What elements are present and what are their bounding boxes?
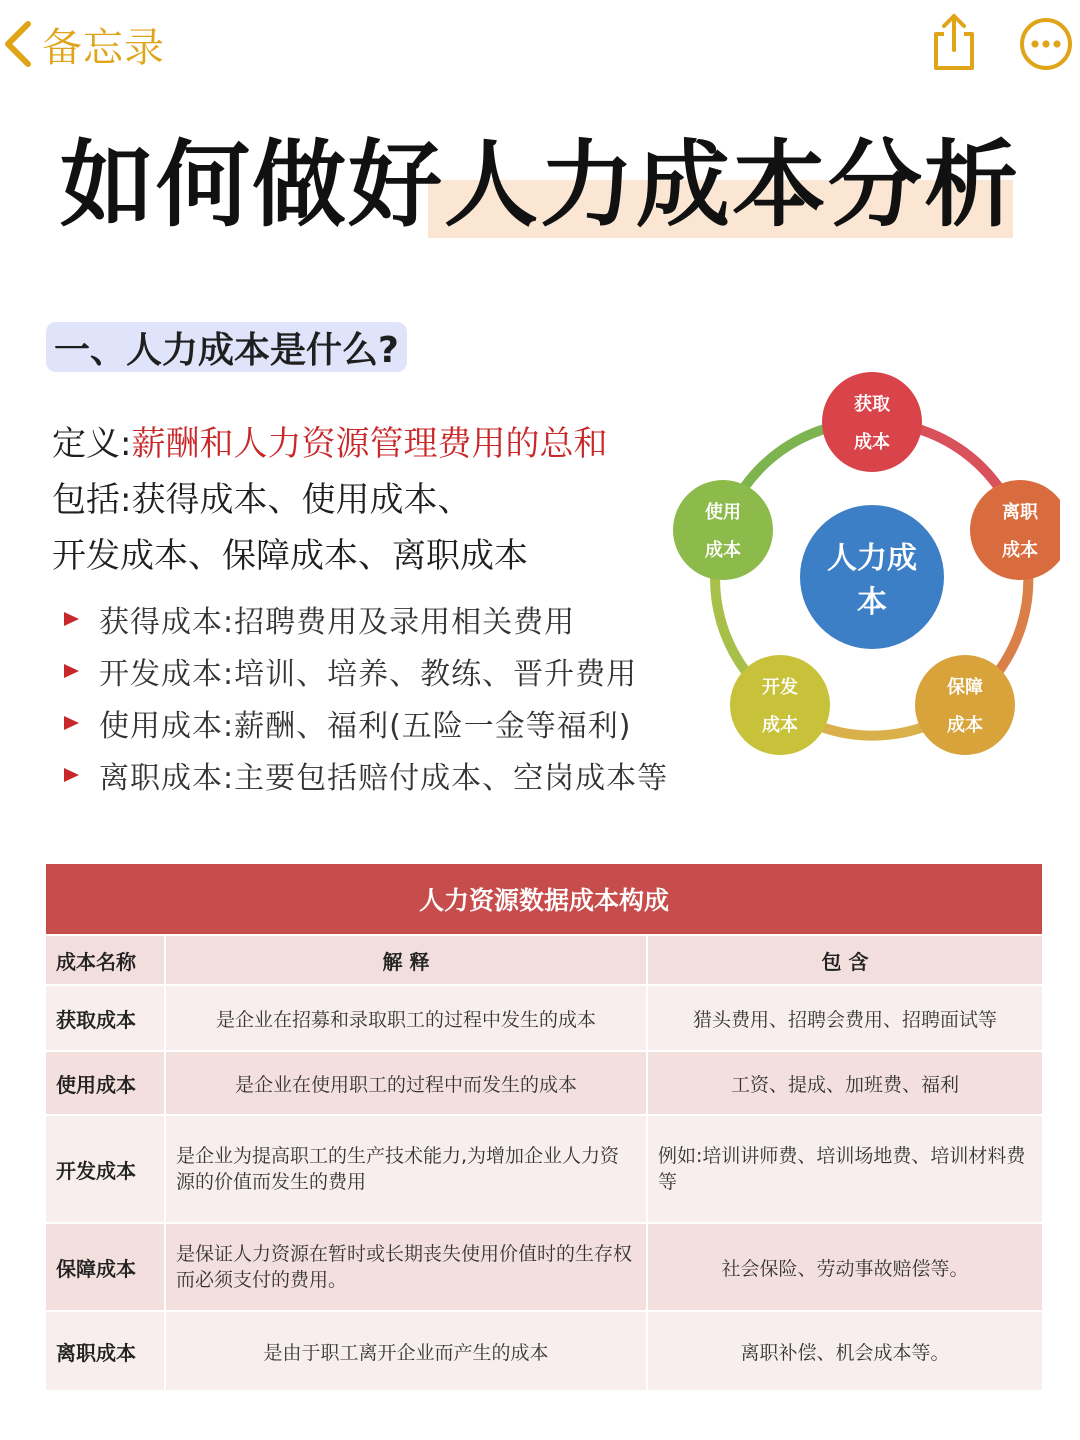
back-label: 备忘录 [42,24,165,71]
row-desc: 是保证人力资源在暂时或长期丧失使用价值时的生存权而必须支付的费用。 [165,1223,647,1311]
svg-text:获取: 获取 [854,394,890,415]
cost-cycle-diagram [670,372,1060,782]
definition-line [52,416,607,465]
section-heading [46,322,407,372]
row-includes: 离职补偿、机会成本等。 [647,1311,1043,1391]
svg-text:使用: 使用 [705,502,741,523]
svg-text:成本: 成本 [947,715,983,736]
table-row [45,985,1043,1051]
section-title: 一、人力成本是什么? [54,329,399,371]
back-button[interactable] [0,14,165,74]
svg-text:保障: 保障 [947,677,983,698]
row-name: 使用成本 [45,1051,165,1115]
cost-structure-table [44,862,1044,1392]
cycle-node-leave [970,480,1060,580]
row-includes: 工资、提成、加班费、福利 [647,1051,1043,1115]
cycle-node-develop [730,655,830,755]
table-header-row [45,935,1043,985]
svg-text:成本: 成本 [854,432,890,453]
definition-label: 定义: [52,424,132,464]
table-row [45,1311,1043,1391]
table-caption: 人力资源数据成本构成 [45,863,1043,935]
center-circle [800,505,944,649]
cycle-node-use [673,480,773,580]
arrow-bullet-icon [64,664,79,678]
table-row [45,1115,1043,1223]
share-icon [926,10,982,74]
svg-text:开发: 开发 [762,677,798,698]
more-icon [1018,16,1074,72]
svg-text:成本: 成本 [1002,540,1038,561]
list-item [58,752,738,798]
include-line-1: 包括:获得成本、使用成本、 [52,480,472,520]
center-label-line2: 本 [857,585,887,620]
bullet-text: 开发成本:培训、培养、教练、晋升费用 [99,657,638,692]
row-name: 开发成本 [45,1115,165,1223]
definition-value: 薪酬和人力资源管理费用的总和 [131,424,608,464]
list-item [58,596,738,642]
arrow-bullet-icon [64,716,79,730]
cycle-node-security [915,655,1015,755]
include-line-2: 开发成本、保障成本、离职成本 [52,536,528,576]
row-includes: 社会保险、劳动事故赔偿等。 [647,1223,1043,1311]
bullet-text: 获得成本:招聘费用及录用相关费用 [99,605,576,640]
row-name: 离职成本 [45,1311,165,1391]
arrow-bullet-icon [64,612,79,626]
row-desc: 是由于职工离开企业而产生的成本 [165,1311,647,1391]
row-includes: 猎头费用、招聘会费用、招聘面试等 [647,985,1043,1051]
table-caption-row [45,863,1043,935]
row-desc: 是企业在招募和录取职工的过程中发生的成本 [165,985,647,1051]
svg-text:离职: 离职 [1002,502,1038,523]
list-item [58,648,738,694]
share-button[interactable] [926,10,982,74]
page-title: 如何做好人力成本分析 [59,131,1020,240]
row-name: 获取成本 [45,985,165,1051]
table-row [45,1051,1043,1115]
cycle-node-acquire [822,372,922,472]
column-header-includes: 包 含 [647,935,1043,985]
svg-text:成本: 成本 [762,715,798,736]
more-button[interactable] [1018,16,1074,72]
row-name: 保障成本 [45,1223,165,1311]
list-item [58,700,738,746]
bullet-text: 离职成本:主要包括赔付成本、空岗成本等 [99,761,669,796]
chevron-left-icon [0,18,36,70]
top-bar [0,0,1080,90]
center-label-line1: 人力成 [827,541,917,576]
row-desc: 是企业为提高职工的生产技术能力,为增加企业人力资源的价值而发生的费用 [165,1115,647,1223]
row-desc: 是企业在使用职工的过程中而发生的成本 [165,1051,647,1115]
bullet-text: 使用成本:薪酬、福利(五险一金等福利) [99,709,632,744]
svg-text:成本: 成本 [705,540,741,561]
row-includes: 例如:培训讲师费、培训场地费、培训材料费等 [647,1115,1043,1223]
arrow-bullet-icon [64,768,79,782]
column-header-desc: 解 释 [165,935,647,985]
table-row [45,1223,1043,1311]
column-header-name: 成本名称 [45,935,165,985]
